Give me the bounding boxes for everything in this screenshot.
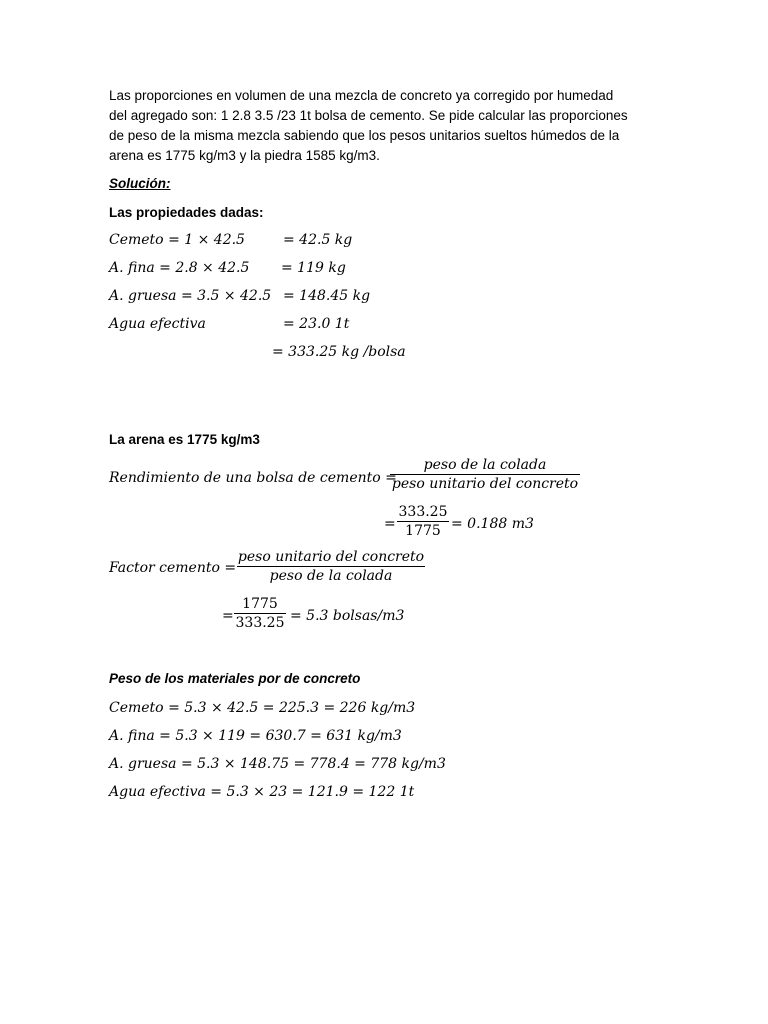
prop-total: = 333.25 kg /bolsa [272, 344, 406, 360]
prop-gruesa-right: = 148.45 kg [283, 288, 371, 304]
intro-line-3: de peso de la misma mezcla sabiendo que los pesos unitarios sueltos húmedos de la [109, 128, 620, 143]
arena-heading: La arena es 1775 kg/m3 [109, 432, 260, 447]
factor-result: = 5.3 bolsas/m3 [290, 608, 405, 624]
peso-fina: A. fina = 5.3 × 119 = 630.7 = 631 kg/m3 [109, 728, 402, 744]
factor-num: peso unitario del concreto [237, 549, 425, 565]
rendimiento-lhs: Rendimiento de una bolsa de cemento = [109, 470, 397, 486]
rendimiento-result: = 0.188 m3 [451, 516, 534, 532]
prop-fina-left: A. fina = 2.8 × 42.5 [109, 260, 250, 276]
intro-line-1: Las proporciones en volumen de una mezcla de concreto ya corregido por humedad [109, 88, 614, 103]
rendimiento-eq: = [384, 516, 396, 532]
prop-agua-left: Agua efectiva [109, 316, 206, 332]
factor-fraction [237, 548, 425, 585]
solucion-heading: Solución: [109, 176, 171, 191]
factor-fraction-2 [234, 595, 286, 632]
rendimiento-den: peso unitario del concreto [391, 476, 579, 492]
rendimiento-num2: 333.25 [398, 504, 448, 520]
factor-eq: = [222, 608, 234, 624]
propiedades-heading: Las propiedades dadas: [109, 205, 264, 220]
prop-fina-right: = 119 kg [281, 260, 346, 276]
peso-cemento: Cemeto = 5.3 × 42.5 = 225.3 = 226 kg/m3 [109, 700, 416, 716]
rendimiento-fraction-2 [397, 503, 449, 540]
peso-agua: Agua efectiva = 5.3 × 23 = 121.9 = 122 1t [109, 784, 415, 800]
rendimiento-num: peso de la colada [423, 457, 547, 473]
factor-lhs: Factor cemento = [109, 560, 237, 576]
rendimiento-fraction [390, 456, 580, 493]
prop-agua-right: = 23.0 1t [283, 316, 350, 332]
intro-line-2: del agregado son: 1 2.8 3.5 /23 1t bolsa de cemento. Se pide calcular las proporciones [109, 108, 628, 123]
prop-cemento-left: Cemeto = 1 × 42.5 [109, 232, 245, 248]
factor-num2: 1775 [242, 596, 278, 612]
intro-line-4: arena es 1775 kg/m3 y la piedra 1585 kg/m3. [109, 148, 380, 163]
prop-cemento-right: = 42.5 kg [283, 232, 353, 248]
factor-den2: 333.25 [235, 615, 285, 631]
peso-heading: Peso de los materiales por de concreto [109, 671, 361, 686]
rendimiento-den2: 1775 [397, 521, 449, 540]
peso-gruesa: A. gruesa = 5.3 × 148.75 = 778.4 = 778 kg/m3 [109, 756, 446, 772]
prop-gruesa-left: A. gruesa = 3.5 × 42.5 [109, 288, 272, 304]
factor-den: peso de la colada [237, 566, 425, 585]
